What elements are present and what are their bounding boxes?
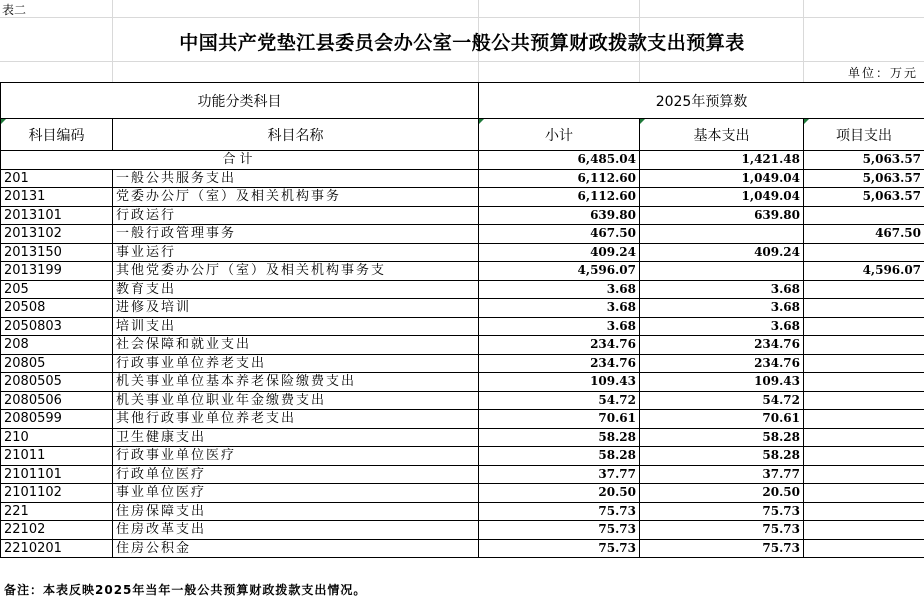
table-row [1, 280, 924, 299]
table-row [1, 521, 924, 540]
row-subtotal: 3.68 [479, 317, 640, 336]
row-project [804, 317, 924, 336]
table-row [1, 484, 924, 503]
table-row [1, 502, 924, 521]
row-project [804, 243, 924, 262]
row-project [804, 336, 924, 355]
row-code: 20805 [1, 354, 113, 373]
row-subtotal: 6,112.60 [479, 169, 640, 188]
row-project [804, 206, 924, 225]
table-row [1, 391, 924, 410]
row-name: 进修及培训 [113, 299, 479, 318]
row-code: 2013199 [1, 262, 113, 281]
row-subtotal: 6,112.60 [479, 188, 640, 207]
row-basic: 37.77 [640, 465, 804, 484]
row-name: 社会保障和就业支出 [113, 336, 479, 355]
row-basic: 75.73 [640, 502, 804, 521]
table-row [1, 410, 924, 429]
row-name: 行政事业单位养老支出 [113, 354, 479, 373]
row-code: 2080599 [1, 410, 113, 429]
row-code: 2210201 [1, 539, 113, 558]
row-name: 其他行政事业单位养老支出 [113, 410, 479, 429]
row-code: 221 [1, 502, 113, 521]
row-code: 205 [1, 280, 113, 299]
table-row [1, 465, 924, 484]
header-functional-classification: 功能分类科目 [1, 83, 479, 119]
total-label: 合计 [1, 151, 479, 170]
sheet-label: 表二 [2, 3, 27, 17]
total-project: 5,063.57 [804, 151, 924, 170]
row-project [804, 299, 924, 318]
row-name: 行政运行 [113, 206, 479, 225]
row-basic: 3.68 [640, 317, 804, 336]
table-row [1, 243, 924, 262]
row-code: 201 [1, 169, 113, 188]
row-project: 4,596.07 [804, 262, 924, 281]
total-subtotal: 6,485.04 [479, 151, 640, 170]
row-name: 机关事业单位基本养老保险缴费支出 [113, 373, 479, 392]
row-project [804, 539, 924, 558]
row-subtotal: 20.50 [479, 484, 640, 503]
row-project [804, 447, 924, 466]
row-subtotal: 3.68 [479, 299, 640, 318]
row-project [804, 391, 924, 410]
row-code: 208 [1, 336, 113, 355]
row-name: 党委办公厅（室）及相关机构事务 [113, 188, 479, 207]
row-subtotal: 75.73 [479, 502, 640, 521]
row-subtotal: 58.28 [479, 428, 640, 447]
row-subtotal: 409.24 [479, 243, 640, 262]
row-code: 20131 [1, 188, 113, 207]
row-name: 行政单位医疗 [113, 465, 479, 484]
header-budget-year: 2025年预算数 [479, 83, 924, 119]
table-row [1, 225, 924, 244]
row-project [804, 484, 924, 503]
row-basic: 58.28 [640, 428, 804, 447]
row-project [804, 521, 924, 540]
row-subtotal: 4,596.07 [479, 262, 640, 281]
row-subtotal: 54.72 [479, 391, 640, 410]
table-row [1, 539, 924, 558]
total-row [1, 151, 924, 170]
row-code: 2080505 [1, 373, 113, 392]
row-project: 5,063.57 [804, 188, 924, 207]
row-name: 教育支出 [113, 280, 479, 299]
table-row [1, 428, 924, 447]
row-basic: 3.68 [640, 280, 804, 299]
row-basic: 234.76 [640, 336, 804, 355]
row-code: 22102 [1, 521, 113, 540]
row-basic: 54.72 [640, 391, 804, 410]
row-subtotal: 467.50 [479, 225, 640, 244]
row-code: 2013102 [1, 225, 113, 244]
table-row [1, 299, 924, 318]
row-basic: 234.76 [640, 354, 804, 373]
row-code: 2013150 [1, 243, 113, 262]
row-subtotal: 75.73 [479, 521, 640, 540]
page-title: 中国共产党垫江县委员会办公室一般公共预算财政拨款支出预算表 [179, 32, 745, 54]
row-project [804, 502, 924, 521]
table-row [1, 188, 924, 207]
row-project [804, 428, 924, 447]
table-row [1, 206, 924, 225]
row-code: 21011 [1, 447, 113, 466]
row-basic: 70.61 [640, 410, 804, 429]
row-code: 2101101 [1, 465, 113, 484]
header-basic: 基本支出 [640, 119, 804, 151]
row-subtotal: 109.43 [479, 373, 640, 392]
row-subtotal: 3.68 [479, 280, 640, 299]
row-basic: 75.73 [640, 539, 804, 558]
row-basic: 639.80 [640, 206, 804, 225]
row-code: 20508 [1, 299, 113, 318]
row-project: 5,063.57 [804, 169, 924, 188]
row-name: 培训支出 [113, 317, 479, 336]
header-name: 科目名称 [113, 119, 479, 151]
row-subtotal: 37.77 [479, 465, 640, 484]
row-basic: 409.24 [640, 243, 804, 262]
row-name: 一般行政管理事务 [113, 225, 479, 244]
row-basic: 75.73 [640, 521, 804, 540]
header-code: 科目编码 [1, 119, 113, 151]
table-row [1, 447, 924, 466]
row-subtotal: 639.80 [479, 206, 640, 225]
row-subtotal: 58.28 [479, 447, 640, 466]
row-basic: 20.50 [640, 484, 804, 503]
row-project: 467.50 [804, 225, 924, 244]
row-name: 事业运行 [113, 243, 479, 262]
table-row [1, 336, 924, 355]
table-row [1, 262, 924, 281]
table-row [1, 373, 924, 392]
row-basic: 1,049.04 [640, 188, 804, 207]
row-project [804, 410, 924, 429]
row-code: 2101102 [1, 484, 113, 503]
row-subtotal: 234.76 [479, 354, 640, 373]
row-basic [640, 262, 804, 281]
table-row [1, 354, 924, 373]
total-basic: 1,421.48 [640, 151, 804, 170]
row-subtotal: 70.61 [479, 410, 640, 429]
row-basic [640, 225, 804, 244]
row-subtotal: 234.76 [479, 336, 640, 355]
row-name: 行政事业单位医疗 [113, 447, 479, 466]
row-code: 2080506 [1, 391, 113, 410]
row-project [804, 354, 924, 373]
table-row [1, 317, 924, 336]
row-name: 机关事业单位职业年金缴费支出 [113, 391, 479, 410]
header-project: 项目支出 [804, 119, 924, 151]
row-basic: 58.28 [640, 447, 804, 466]
row-basic: 3.68 [640, 299, 804, 318]
row-name: 一般公共服务支出 [113, 169, 479, 188]
row-project [804, 373, 924, 392]
row-basic: 1,049.04 [640, 169, 804, 188]
unit-label: 单位：万元 [847, 66, 918, 80]
row-name: 住房公积金 [113, 539, 479, 558]
row-name: 住房改革支出 [113, 521, 479, 540]
row-subtotal: 75.73 [479, 539, 640, 558]
row-name: 住房保障支出 [113, 502, 479, 521]
row-name: 其他党委办公厅（室）及相关机构事务支 [113, 262, 479, 281]
row-project [804, 280, 924, 299]
row-basic: 109.43 [640, 373, 804, 392]
table-row [1, 169, 924, 188]
header-subtotal: 小计 [479, 119, 640, 151]
row-name: 事业单位医疗 [113, 484, 479, 503]
row-code: 2050803 [1, 317, 113, 336]
row-code: 210 [1, 428, 113, 447]
row-project [804, 465, 924, 484]
budget-table [0, 82, 924, 558]
row-code: 2013101 [1, 206, 113, 225]
row-name: 卫生健康支出 [113, 428, 479, 447]
footnote: 备注：本表反映2025年当年一般公共预算财政拨款支出情况。 [4, 583, 367, 597]
